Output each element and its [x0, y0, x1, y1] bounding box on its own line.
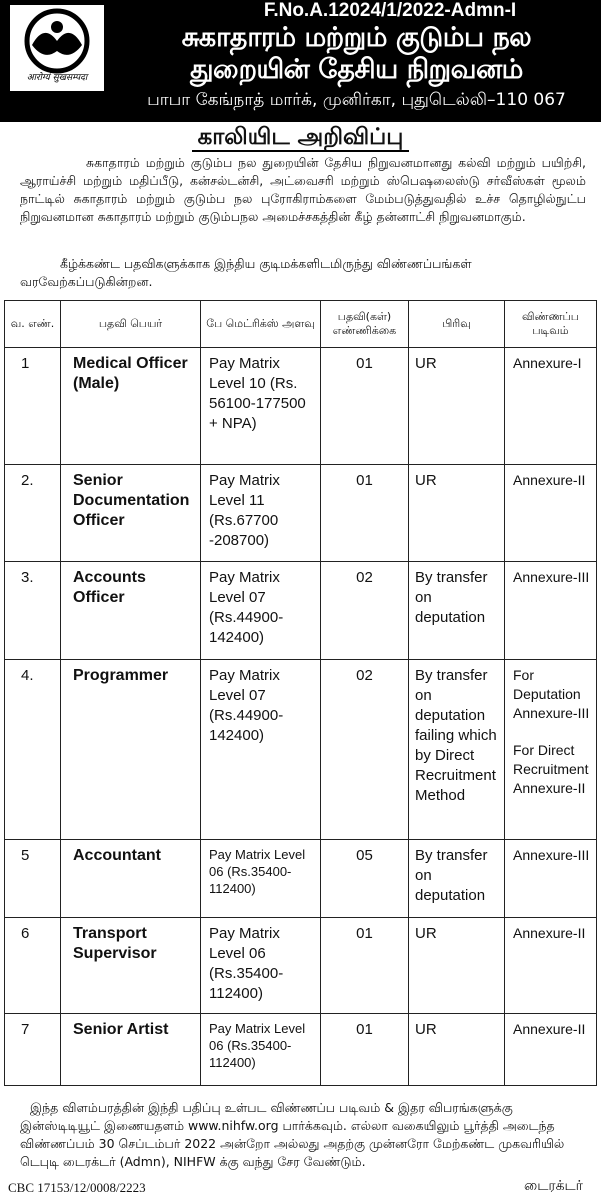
- row-category: UR: [409, 465, 505, 562]
- row-category: UR: [409, 1014, 505, 1086]
- row-post: Programmer: [61, 660, 201, 840]
- row-sno: 7: [5, 1014, 61, 1086]
- invite-paragraph: கீழ்க்கண்ட பதவிகளுக்காக இந்திய குடிமக்களிடமிருந்து விண்ணப்பங்கள் வரவேற்கப்படுகின்றன.: [20, 256, 472, 289]
- cbc-number: CBC 17153/12/0008/2223: [8, 1180, 146, 1195]
- row-form: Annexure-III: [505, 840, 597, 918]
- org-address: பாபா கேங்நாத் மார்க், முனிர்கா, புதுடெல்லி–110 067: [147, 90, 566, 110]
- row-nos: 02: [321, 562, 409, 660]
- row-nos: 01: [321, 1014, 409, 1086]
- row-pay: Pay Matrix Level 11 (Rs.67700 -208700): [201, 465, 321, 562]
- header-nos: பதவி(கள்) எண்ணிக்கை: [321, 301, 409, 348]
- file-number: F.No.A.12024/1/2022-Admn-I: [263, 0, 517, 21]
- row-post: Medical Officer (Male): [61, 348, 201, 465]
- footer-paragraph: இந்த விளம்பரத்தின் இந்தி பதிப்பு உள்பட விண்ணப்ப படிவம் & இதர விபரங்களுக்கு இன்ஸ்டிடியூட் இணையதளம் www.nihfw.org பார்க்கவும். எல்லா வகையிலும் பூர்த்தி அடைந்த விண்ணப்பம் 30 செப்டம்பர் 2022 அன்றோ அல்லது அதற்கு முன்னரோ மேற்கண்ட முகவரியில் டெபுடி டைரக்டர் (Admn), NIHFW க்கு வந்து சேர வேண்டும்.: [20, 1100, 565, 1169]
- logo-motto: आरोग्यं सुखसम्पदा: [26, 73, 88, 83]
- header-sno: வ. எண்.: [5, 301, 61, 348]
- row-sno: 3.: [5, 562, 61, 660]
- org-name-line2: துறையின் தேசிய நிறுவனம்: [190, 54, 523, 85]
- header-form: விண்ணப்ப படிவம்: [505, 301, 597, 348]
- row-sno: 6: [5, 918, 61, 1014]
- row-form: Annexure-II: [505, 465, 597, 562]
- header-post: பதவி பெயர்: [61, 301, 201, 348]
- row-category: By transfer on deputation: [409, 840, 505, 918]
- row-form: Annexure-II: [505, 1014, 597, 1086]
- row-pay: Pay Matrix Level 10 (Rs. 56100-177500 + NPA): [201, 348, 321, 465]
- row-post: Transport Supervisor: [61, 918, 201, 1014]
- row-sno: 2.: [5, 465, 61, 562]
- intro-paragraph: சுகாதாரம் மற்றும் குடும்ப நல துறையின் தேசிய நிறுவனமானது கல்வி மற்றும் பயிற்சி, ஆராய்ச்சி மற்றும் மதிப்பீடு, கன்சல்டன்சி, அட்வைசரி மற்றும் ஸ்பெஷலைஸ்டு சர்வீஸ்கள் மூலம் நாட்டில் சுகாதாரம் மற்றும் குடும்ப நல புரோகிராம்களை மேம்படுத்துவதில் உச்ச தொழில்நுட்ப நிறுவனமான சுகாதாரம் மற்றும் குடும்பநல அமைச்சகத்தின் கீழ் தன்னாட்சி நிறுவனமாகும்.: [20, 155, 587, 224]
- row-sno: 4.: [5, 660, 61, 840]
- row-nos: 01: [321, 348, 409, 465]
- row-pay: Pay Matrix Level 07 (Rs.44900-142400): [201, 562, 321, 660]
- row-form: Annexure-I: [505, 348, 597, 465]
- header-pay: பே மெட்ரிக்ஸ் அளவு: [201, 301, 321, 348]
- header-category: பிரிவு: [409, 301, 505, 348]
- form-direct-recruitment: For Direct Recruitment Annexure-II: [513, 742, 589, 796]
- row-form: [505, 660, 597, 840]
- table-row: [5, 562, 597, 660]
- row-category: By transfer on deputation failing which by Direct Recruitment Method: [409, 660, 505, 840]
- notice-title: காலியிட அறிவிப்பு: [0, 124, 601, 153]
- table-header-row: [5, 301, 597, 348]
- row-form: Annexure-III: [505, 562, 597, 660]
- row-post: Accounts Officer: [61, 562, 201, 660]
- table-row: [5, 660, 597, 840]
- table-row: [5, 840, 597, 918]
- row-category: By transfer on deputation: [409, 562, 505, 660]
- row-pay: Pay Matrix Level 06 (Rs.35400-112400): [201, 840, 321, 918]
- row-nos: 05: [321, 840, 409, 918]
- row-category: UR: [409, 918, 505, 1014]
- row-category: UR: [409, 348, 505, 465]
- org-name-line1: சுகாதாரம் மற்றும் குடும்ப நல: [181, 22, 532, 53]
- row-nos: 01: [321, 465, 409, 562]
- table-row: [5, 465, 597, 562]
- table-row: [5, 918, 597, 1014]
- row-sno: 5: [5, 840, 61, 918]
- row-pay: Pay Matrix Level 07 (Rs.44900-142400): [201, 660, 321, 840]
- table-row: [5, 1014, 597, 1086]
- row-nos: 02: [321, 660, 409, 840]
- row-post: Senior Artist: [61, 1014, 201, 1086]
- signatory: டைரக்டர்: [523, 1178, 583, 1194]
- vacancy-table: [4, 300, 597, 1086]
- form-deputation: For Deputation Annexure-III: [513, 667, 590, 721]
- row-post: Accountant: [61, 840, 201, 918]
- row-pay: Pay Matrix Level 06 (Rs.35400-112400): [201, 918, 321, 1014]
- row-nos: 01: [321, 918, 409, 1014]
- table-row: [5, 348, 597, 465]
- row-pay: Pay Matrix Level 06 (Rs.35400-112400): [201, 1014, 321, 1086]
- row-post: Senior Documentation Officer: [61, 465, 201, 562]
- row-form: Annexure-II: [505, 918, 597, 1014]
- header-banner: [0, 0, 601, 122]
- row-sno: 1: [5, 348, 61, 465]
